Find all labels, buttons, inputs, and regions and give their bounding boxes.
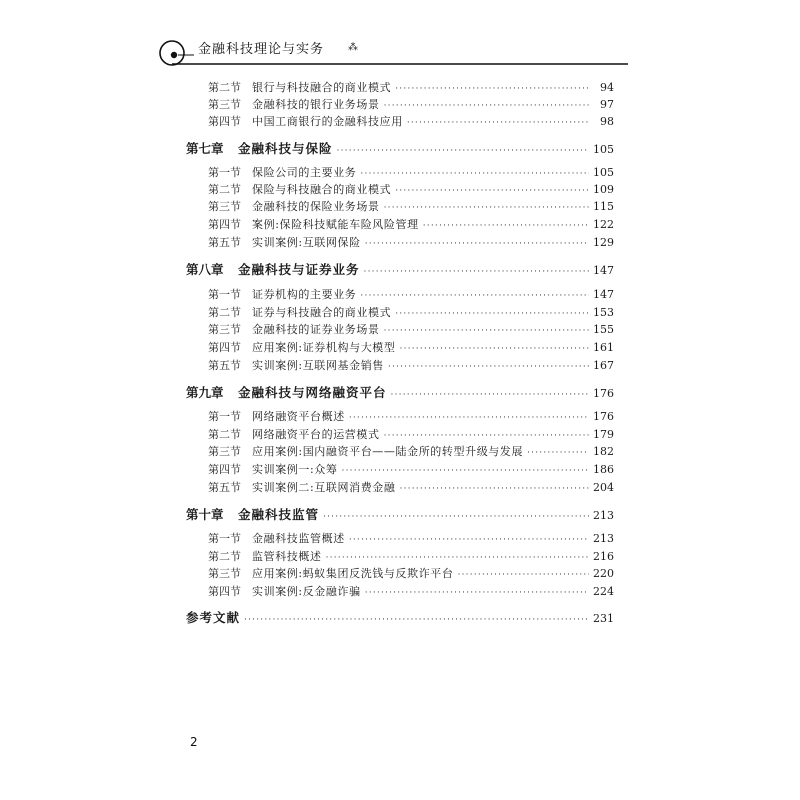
entry-number: 第四节 xyxy=(208,115,241,128)
entry-title: 金融科技监管 xyxy=(238,507,320,522)
entry-page-number: 167 xyxy=(593,359,614,372)
entry-page-number: 122 xyxy=(593,218,614,231)
toc-section-entry xyxy=(208,443,614,459)
entry-page-number: 147 xyxy=(593,288,614,301)
dot-leader xyxy=(400,344,589,354)
toc-chapter-entry xyxy=(186,260,614,278)
entry-number: 第二节 xyxy=(208,550,241,563)
entry-title: 金融科技与网络融资平台 xyxy=(238,385,387,400)
entry-number: 第一节 xyxy=(208,166,241,179)
entry-page-number: 105 xyxy=(593,143,614,156)
entry-page-number: 98 xyxy=(600,115,614,128)
dot-leader xyxy=(395,309,589,319)
entry-number: 第三节 xyxy=(208,323,241,336)
entry-title: 金融科技与证券业务 xyxy=(238,262,360,277)
toc-section-entry xyxy=(208,339,614,355)
entry-title: 实训案例一:众筹 xyxy=(252,463,338,476)
entry-page-number: 204 xyxy=(593,481,614,494)
dot-leader xyxy=(423,221,589,231)
entry-title: 金融科技监管概述 xyxy=(252,532,345,545)
entry-number: 第二节 xyxy=(208,306,241,319)
entry-number: 第七章 xyxy=(186,141,224,156)
entry-page-number: 213 xyxy=(593,509,614,522)
dot-leader xyxy=(365,588,589,598)
page-number: 2 xyxy=(190,735,198,749)
dot-leader xyxy=(407,118,590,128)
entry-number: 第三节 xyxy=(208,445,241,458)
dot-leader xyxy=(349,535,589,545)
toc-section-entry xyxy=(208,357,614,373)
dot-leader xyxy=(349,413,589,423)
entry-title: 网络融资平台的运营模式 xyxy=(252,428,380,441)
entry-page-number: 155 xyxy=(593,323,614,336)
dot-leader xyxy=(391,390,589,400)
entry-title: 保险公司的主要业务 xyxy=(252,166,357,179)
entry-title: 金融科技的银行业务场景 xyxy=(252,98,380,111)
entry-page-number: 147 xyxy=(593,264,614,277)
entry-number: 第四节 xyxy=(208,585,241,598)
toc-section-entry xyxy=(208,181,614,197)
entry-page-number: 176 xyxy=(593,410,614,423)
entry-title: 证券与科技融合的商业模式 xyxy=(252,306,392,319)
entry-page-number: 231 xyxy=(593,612,614,625)
dot-leader xyxy=(384,203,589,213)
entry-page-number: 224 xyxy=(593,585,614,598)
dot-leader xyxy=(360,169,589,179)
entry-number: 第八章 xyxy=(186,262,224,277)
toc-section-entry xyxy=(208,79,614,95)
toc-section-entry xyxy=(208,216,614,232)
entry-number: 第四节 xyxy=(208,341,241,354)
dot-leader xyxy=(458,570,589,580)
dot-leader xyxy=(395,84,590,94)
header-title: 金融科技理论与实务 xyxy=(198,42,325,57)
entry-page-number: 161 xyxy=(593,341,614,354)
toc-section-entry xyxy=(208,286,614,302)
toc-section-entry xyxy=(208,408,614,424)
toc-section-entry xyxy=(208,530,614,546)
dot-leader xyxy=(244,615,589,625)
dot-leader xyxy=(342,466,589,476)
entry-page-number: 220 xyxy=(593,567,614,580)
toc-section-entry xyxy=(208,198,614,214)
toc-section-entry xyxy=(208,113,614,129)
dot-leader xyxy=(395,186,589,196)
entry-page-number: 179 xyxy=(593,428,614,441)
dot-leader xyxy=(326,553,589,563)
entry-page-number: 109 xyxy=(593,183,614,196)
entry-page-number: 182 xyxy=(593,445,614,458)
entry-number: 第二节 xyxy=(208,183,241,196)
entry-number: 第五节 xyxy=(208,481,241,494)
entry-number: 第三节 xyxy=(208,200,241,213)
toc-section-entry xyxy=(208,321,614,337)
toc-section-entry xyxy=(208,96,614,112)
entry-title: 金融科技与保险 xyxy=(238,141,333,156)
dot-leader xyxy=(323,512,589,522)
entry-number: 第五节 xyxy=(208,359,241,372)
entry-number: 第四节 xyxy=(208,218,241,231)
entry-title: 参考文献 xyxy=(186,610,241,625)
dot-leader xyxy=(365,239,589,249)
entry-number: 第四节 xyxy=(208,463,241,476)
toc-section-entry xyxy=(208,583,614,599)
entry-title: 实训案例:反金融诈骗 xyxy=(252,585,361,598)
entry-title: 监管科技概述 xyxy=(252,550,322,563)
dot-leader xyxy=(360,291,589,301)
toc-section-entry xyxy=(208,565,614,581)
entry-page-number: 216 xyxy=(593,550,614,563)
dot-leader xyxy=(364,267,589,277)
toc-section-entry xyxy=(208,164,614,180)
entry-page-number: 186 xyxy=(593,463,614,476)
dot-leader xyxy=(384,101,590,111)
entry-title: 证券机构的主要业务 xyxy=(252,288,357,301)
entry-number: 第一节 xyxy=(208,532,241,545)
entry-number: 第一节 xyxy=(208,288,241,301)
toc-section-entry xyxy=(208,548,614,564)
entry-title: 案例:保险科技赋能车险风险管理 xyxy=(252,218,419,231)
entry-number: 第三节 xyxy=(208,567,241,580)
toc-section-entry xyxy=(208,304,614,320)
toc-chapter-entry xyxy=(186,608,614,626)
dot-leader xyxy=(384,326,589,336)
toc-section-entry xyxy=(208,461,614,477)
entry-page-number: 213 xyxy=(593,532,614,545)
entry-title: 实训案例二:互联网消费金融 xyxy=(252,481,396,494)
entry-number: 第二节 xyxy=(208,81,241,94)
entry-title: 应用案例:国内融资平台——陆金所的转型升级与发展 xyxy=(252,445,524,458)
toc-chapter-entry xyxy=(186,139,614,157)
entry-number: 第二节 xyxy=(208,428,241,441)
header-ornament-icon: ⁂ xyxy=(348,42,358,53)
toc-chapter-entry xyxy=(186,505,614,523)
entry-number: 第五节 xyxy=(208,236,241,249)
dot-leader xyxy=(527,448,589,458)
toc-section-entry xyxy=(208,234,614,250)
entry-page-number: 115 xyxy=(593,200,614,213)
entry-number: 第九章 xyxy=(186,385,224,400)
dot-leader xyxy=(388,362,589,372)
entry-page-number: 94 xyxy=(600,81,614,94)
toc-section-entry xyxy=(208,426,614,442)
entry-title: 实训案例:互联网保险 xyxy=(252,236,361,249)
entry-title: 应用案例:证券机构与大模型 xyxy=(252,341,396,354)
entry-title: 银行与科技融合的商业模式 xyxy=(252,81,392,94)
entry-title: 保险与科技融合的商业模式 xyxy=(252,183,392,196)
entry-title: 金融科技的证券业务场景 xyxy=(252,323,380,336)
dot-leader xyxy=(337,146,589,156)
entry-page-number: 105 xyxy=(593,166,614,179)
dot-leader xyxy=(400,484,589,494)
entry-number: 第十章 xyxy=(186,507,224,522)
dot-leader xyxy=(384,431,589,441)
entry-page-number: 153 xyxy=(593,306,614,319)
entry-number: 第一节 xyxy=(208,410,241,423)
toc-chapter-entry xyxy=(186,383,614,401)
entry-title: 应用案例:蚂蚁集团反洗钱与反欺诈平台 xyxy=(252,567,454,580)
entry-title: 实训案例:互联网基金销售 xyxy=(252,359,384,372)
entry-page-number: 129 xyxy=(593,236,614,249)
entry-page-number: 176 xyxy=(593,387,614,400)
entry-title: 金融科技的保险业务场景 xyxy=(252,200,380,213)
entry-page-number: 97 xyxy=(600,98,614,111)
entry-number: 第三节 xyxy=(208,98,241,111)
entry-title: 网络融资平台概述 xyxy=(252,410,345,423)
toc-section-entry xyxy=(208,479,614,495)
entry-title: 中国工商银行的金融科技应用 xyxy=(252,115,403,128)
